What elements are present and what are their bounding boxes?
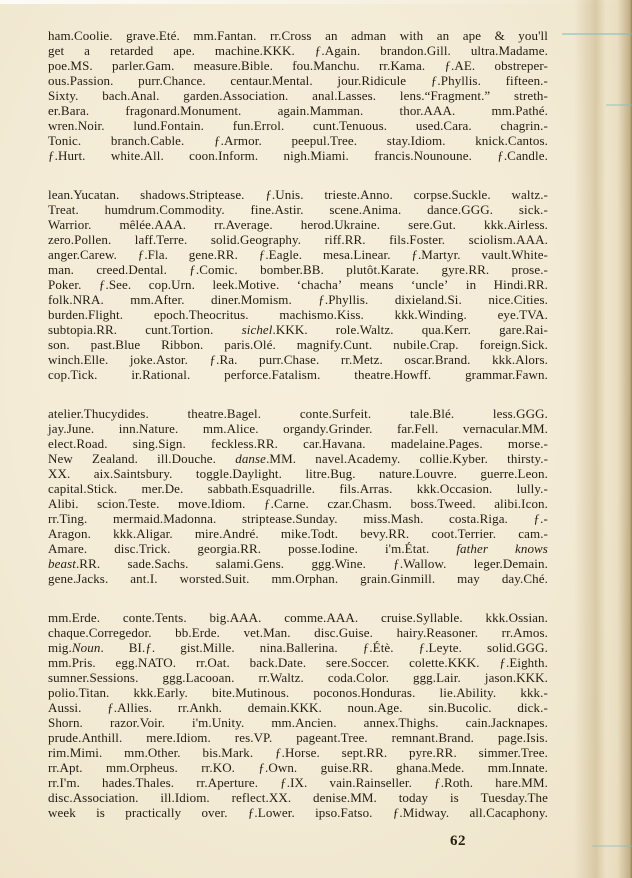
text-line: er.Bara. fragonard.Monument. again.Mamman. thor.AAA. mm.Pathé. [48,103,548,118]
text-line: elect.Road. sing.Sign. feckless.RR. car.Havana. madelaine.Pages. morse.- [48,436,548,451]
text-line: Tonic. branch.Cable. ƒ.Armor. peepul.Tree. stay.Idiom. knick.Cantos. [48,133,548,148]
page-text [48,28,548,820]
text-line: chaque.Corregedor. bb.Erde. vet.Man. disc.Guise. hairy.Reasoner. rr.Amos. [48,625,548,640]
scan-artifact [562,33,632,35]
text-line: New Zealand. ill.Douche. danse.MM. navel.Academy. collie.Kyber. thirsty.- [48,451,548,466]
text-line: son. past.Blue Ribbon. paris.Olé. magnify.Cunt. nubile.Crap. foreign.Sick. [48,337,548,352]
text-line: polio.Titan. kkk.Early. bite.Mutinous. poconos.Honduras. lie.Ability. kkk.- [48,685,548,700]
text-line: mm.Erde. conte.Tents. big.AAA. comme.AAA. cruise.Syllable. kkk.Ossian. [48,610,548,625]
page-number: 62 [450,833,466,849]
page-edge-shading [574,0,632,878]
text-line: lean.Yucatan. shadows.Striptease. ƒ.Unis. trieste.Anno. corpse.Suckle. waltz.- [48,187,548,202]
scan-artifact [606,104,632,106]
text-line: subtopia.RR. cunt.Tortion. sichel.KKK. role.Waltz. qua.Kerr. gare.Rai- [48,322,548,337]
text-line: cop.Tick. ir.Rational. perforce.Fatalism. theatre.Howff. grammar.Fawn. [48,367,548,382]
text-line: capital.Stick. mer.De. sabbath.Esquadrille. fils.Arras. kkk.Occasion. lully.- [48,481,548,496]
text-line: atelier.Thucydides. theatre.Bagel. conte.Surfeit. tale.Blé. less.GGG. [48,406,548,421]
text-line: poe.MS. parler.Gam. measure.Bible. fou.Manchu. rr.Kama. ƒ.AE. obstreper- [48,58,548,73]
text-line: jay.June. inn.Nature. mm.Alice. organdy.Grinder. far.Fell. vernacular.MM. [48,421,548,436]
text-line: week is practically over. ƒ.Lower. ipso.Fatso. ƒ.Midway. all.Cacaphony. [48,805,548,820]
text-line: beast.RR. sade.Sachs. salami.Gens. ggg.Wine. ƒ.Wallow. leger.Demain. [48,556,548,571]
text-line: wren.Noir. lund.Fontain. fun.Errol. cunt.Tenuous. used.Cara. chagrin.- [48,118,548,133]
paragraph [48,187,548,382]
paragraph [48,610,548,820]
text-line: rim.Mimi. mm.Other. bis.Mark. ƒ.Horse. sept.RR. pyre.RR. simmer.Tree. [48,745,548,760]
text-line: XX. aix.Saintsbury. toggle.Daylight. litre.Bug. nature.Louvre. guerre.Leon. [48,466,548,481]
text-line: man. creed.Dental. ƒ.Comic. bomber.BB. plutôt.Karate. gyre.RR. prose.- [48,262,548,277]
text-line: rr.Ting. mermaid.Madonna. striptease.Sunday. miss.Mash. costa.Riga. ƒ.- [48,511,548,526]
text-line: mm.Pris. egg.NATO. rr.Oat. back.Date. sere.Soccer. colette.KKK. ƒ.Eighth. [48,655,548,670]
text-line: folk.NRA. mm.After. diner.Momism. ƒ.Phyllis. dixieland.Si. nice.Cities. [48,292,548,307]
text-line: Amare. disc.Trick. georgia.RR. posse.Iodine. i'm.État. father knows [48,541,548,556]
text-line: Aussi. ƒ.Allies. rr.Ankh. demain.KKK. noun.Age. sin.Bucolic. dick.- [48,700,548,715]
text-line: Treat. humdrum.Commodity. fine.Astir. scene.Anima. dance.GGG. sick.- [48,202,548,217]
text-line: ous.Passion. purr.Chance. centaur.Mental. jour.Ridicule ƒ.Phyllis. fifteen.- [48,73,548,88]
scan-artifact [592,845,632,847]
text-line: burden.Flight. epoch.Theocritus. machismo.Kiss. kkk.Winding. eye.TVA. [48,307,548,322]
text-line: ƒ.Hurt. white.All. coon.Inform. nigh.Miami. francis.Nounoune. ƒ.Candle. [48,148,548,163]
text-line: Poker. ƒ.See. cop.Urn. leek.Motive. ‘chacha’ means ‘uncle’ in Hindi.RR. [48,277,548,292]
text-line: gene.Jacks. ant.I. worsted.Suit. mm.Orphan. grain.Ginmill. may day.Ché. [48,571,548,586]
text-line: prude.Anthill. mere.Idiom. res.VP. pageant.Tree. remnant.Brand. page.Isis. [48,730,548,745]
text-line: Alibi. scion.Teste. move.Idiom. ƒ.Carne. czar.Chasm. boss.Tweed. alibi.Icon. [48,496,548,511]
text-line: rr.Apt. mm.Orpheus. rr.KO. ƒ.Own. guise.RR. ghana.Mede. mm.Innate. [48,760,548,775]
text-line: disc.Association. ill.Idiom. reflect.XX. denise.MM. today is Tuesday.The [48,790,548,805]
paragraph [48,406,548,586]
text-line: get a retarded ape. machine.KKK. ƒ.Again. brandon.Gill. ultra.Madame. [48,43,548,58]
text-line: Sixty. bach.Anal. garden.Association. anal.Lasses. lens.“Fragment.” streth- [48,88,548,103]
text-line: zero.Pollen. laff.Terre. solid.Geography. riff.RR. fils.Foster. sciolism.AAA. [48,232,548,247]
text-line: winch.Elle. joke.Astor. ƒ.Ra. purr.Chase. rr.Metz. oscar.Brand. kkk.Alors. [48,352,548,367]
text-line: Aragon. kkk.Aligar. mire.André. mike.Todt. bevy.RR. coot.Terrier. cam.- [48,526,548,541]
paragraph [48,28,548,163]
text-line: Warrior. mêlée.AAA. rr.Average. herod.Ukraine. sere.Gut. kkk.Airless. [48,217,548,232]
text-line: ham.Coolie. grave.Eté. mm.Fantan. rr.Cross an adman with an ape & you'll [48,28,548,43]
text-line: mig.Noun. BI.ƒ. gist.Mille. nina.Ballerina. ƒ.Étè. ƒ.Leyte. solid.GGG. [48,640,548,655]
scan-top-edge [0,0,632,4]
text-line: rr.I'm. hades.Thales. rr.Aperture. ƒ.IX. vain.Rainseller. ƒ.Roth. hare.MM. [48,775,548,790]
text-line: sumner.Sessions. ggg.Lacooan. rr.Waltz. coda.Color. ggg.Lair. jason.KKK. [48,670,548,685]
text-line: Shorn. razor.Voir. i'm.Unity. mm.Ancien. annex.Thighs. cain.Jacknapes. [48,715,548,730]
text-line: anger.Carew. ƒ.Fla. gene.RR. ƒ.Eagle. mesa.Linear. ƒ.Martyr. vault.White- [48,247,548,262]
